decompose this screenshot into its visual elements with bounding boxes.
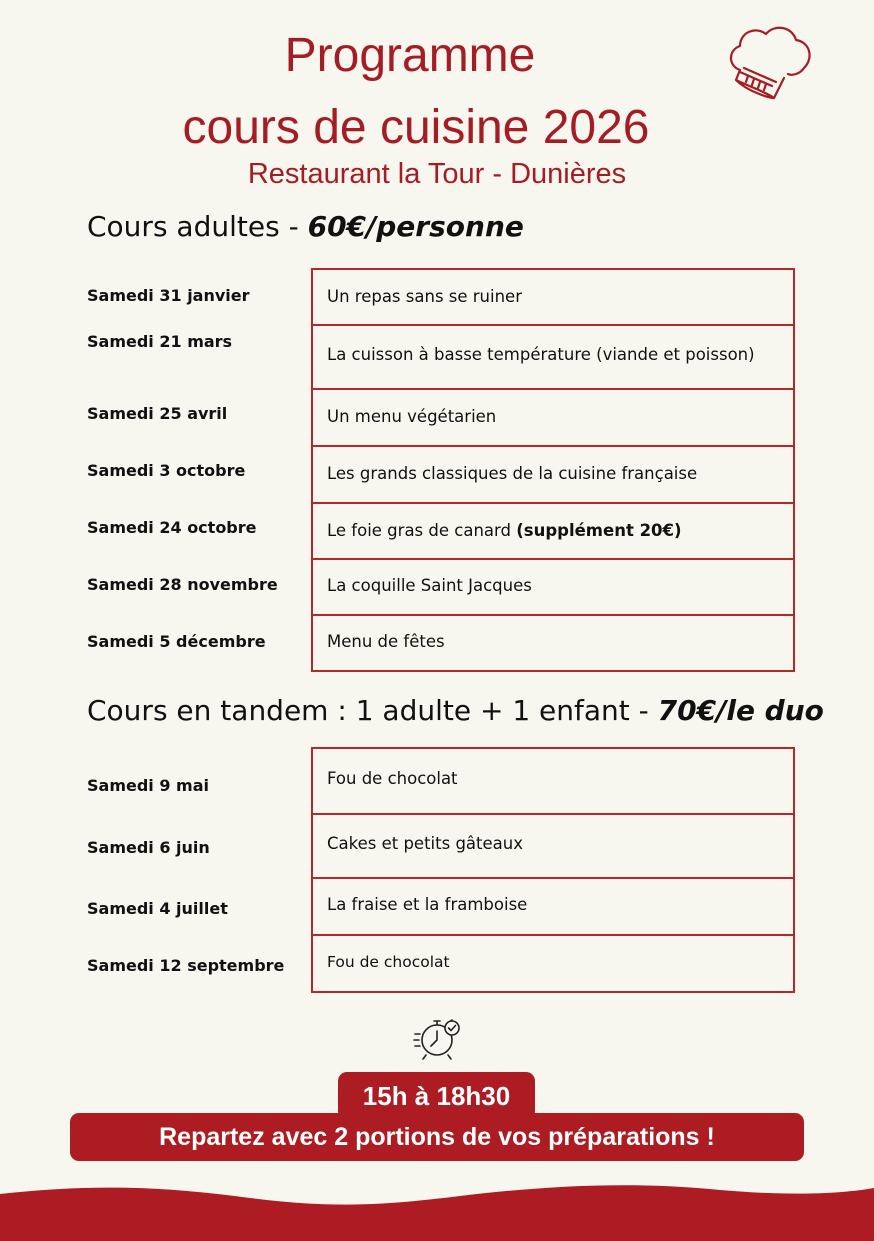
course-date: Samedi 6 juin — [87, 838, 210, 857]
alarm-clock-icon — [412, 1010, 462, 1062]
tandem-heading-text: Cours en tandem : 1 adulte + 1 enfant - — [87, 694, 658, 727]
course-cell — [311, 268, 795, 326]
supplement-note: (supplément 20€) — [516, 521, 682, 540]
course-date: Samedi 5 décembre — [87, 632, 266, 651]
course-cell — [311, 934, 795, 993]
course-cell — [311, 502, 795, 560]
adult-courses-heading — [87, 210, 524, 243]
course-title: La cuisson à basse température (viande et poisson) — [327, 345, 755, 364]
page-title-line1: Programme — [284, 29, 536, 82]
course-cell — [311, 747, 795, 815]
chef-hat-icon — [726, 22, 814, 102]
course-title: Fou de chocolat — [327, 769, 458, 788]
page-subtitle: Restaurant la Tour - Dunières — [247, 158, 627, 190]
course-title-text: Le foie gras de canard — [327, 521, 517, 540]
course-cell — [311, 614, 795, 672]
adult-heading-text: Cours adultes - — [87, 210, 308, 243]
course-date: Samedi 25 avril — [87, 404, 228, 423]
page-title-line2: cours de cuisine 2026 — [182, 101, 650, 154]
bottom-wave-decoration — [0, 1180, 874, 1241]
course-title: Cakes et petits gâteaux — [327, 834, 523, 853]
course-date: Samedi 28 novembre — [87, 575, 278, 594]
course-date: Samedi 31 janvier — [87, 286, 250, 305]
course-cell — [311, 388, 795, 447]
hours-badge: 15h à 18h30 — [338, 1072, 535, 1120]
course-title: La fraise et la framboise — [327, 895, 528, 914]
course-date: Samedi 21 mars — [87, 332, 233, 351]
course-title — [327, 521, 682, 540]
course-cell — [311, 813, 795, 879]
portions-banner: Repartez avec 2 portions de vos préparations ! — [70, 1113, 804, 1161]
course-date: Samedi 12 septembre — [87, 956, 285, 975]
course-cell — [311, 558, 795, 616]
course-title: Menu de fêtes — [327, 632, 445, 651]
course-title: Les grands classiques de la cuisine française — [327, 464, 698, 483]
course-date: Samedi 24 octobre — [87, 518, 257, 537]
course-title: Un menu végétarien — [327, 407, 497, 426]
tandem-price: 70€/le duo — [657, 694, 824, 727]
course-date: Samedi 4 juillet — [87, 899, 228, 918]
tandem-courses-heading — [87, 694, 824, 727]
course-date: Samedi 9 mai — [87, 776, 210, 795]
adult-price: 60€/personne — [307, 210, 524, 243]
course-title: La coquille Saint Jacques — [327, 576, 532, 595]
course-date: Samedi 3 octobre — [87, 461, 246, 480]
course-cell — [311, 445, 795, 504]
course-cell — [311, 877, 795, 936]
course-title: Un repas sans se ruiner — [327, 287, 522, 306]
course-cell — [311, 324, 795, 390]
course-title: Fou de chocolat — [327, 953, 450, 971]
